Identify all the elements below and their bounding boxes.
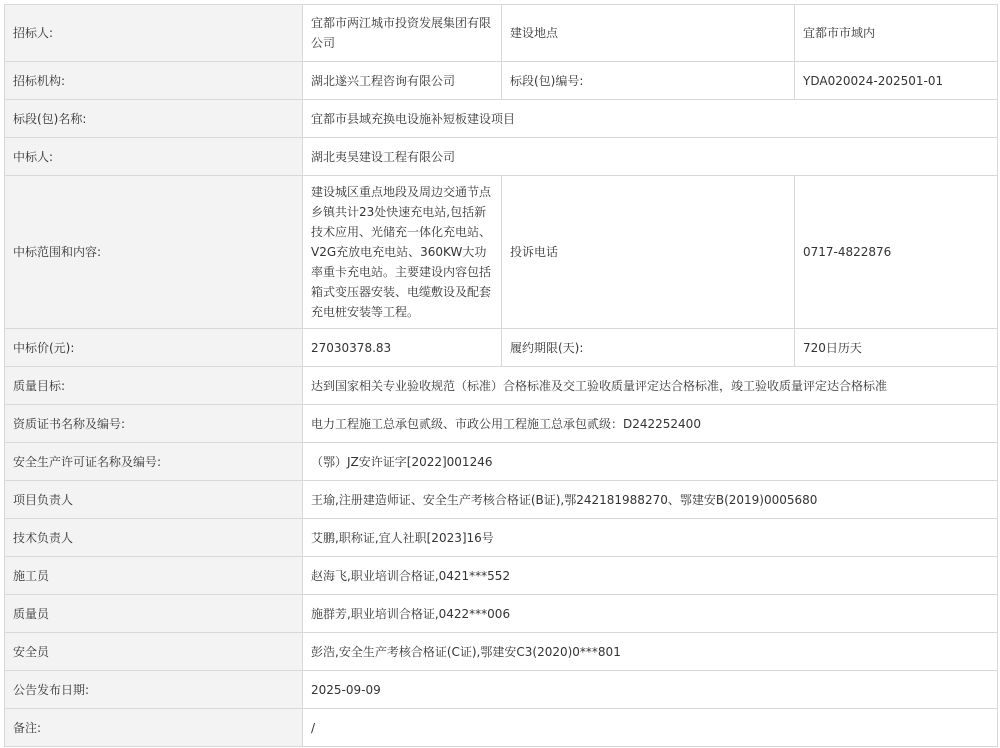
safety-license-label: 安全生产许可证名称及编号: bbox=[5, 443, 303, 481]
qualification-label: 资质证书名称及编号: bbox=[5, 405, 303, 443]
scope-value: 建设城区重点地段及周边交通节点乡镇共计23处快速充电站,包括新技术应用、光储充一体化充电站、V2G充放电充电站、360KW大功率重卡充电站。主要建设内容包括箱式变压器安装、电缆敷设及配套充电桩安装等工程。 bbox=[303, 176, 502, 329]
project-manager-value: 王瑜,注册建造师证、安全生产考核合格证(B证),鄂242181988270、鄂建安B(2019)0005680 bbox=[303, 481, 998, 519]
agency-value: 湖北遂兴工程咨询有限公司 bbox=[303, 62, 502, 100]
remarks-label: 备注: bbox=[5, 709, 303, 747]
project-manager-label: 项目负责人 bbox=[5, 481, 303, 519]
table-row bbox=[5, 100, 998, 138]
table-row bbox=[5, 138, 998, 176]
table-row bbox=[5, 595, 998, 633]
tech-lead-value: 艾鹏,职称证,宜人社职[2023]16号 bbox=[303, 519, 998, 557]
constructor-label: 施工员 bbox=[5, 557, 303, 595]
safety-officer-label: 安全员 bbox=[5, 633, 303, 671]
table-row bbox=[5, 557, 998, 595]
safety-license-value: （鄂）JZ安许证字[2022]001246 bbox=[303, 443, 998, 481]
table-row bbox=[5, 367, 998, 405]
table-row bbox=[5, 329, 998, 367]
section-name-value: 宜都市县域充换电设施补短板建设项目 bbox=[303, 100, 998, 138]
table-row bbox=[5, 443, 998, 481]
tech-lead-label: 技术负责人 bbox=[5, 519, 303, 557]
duration-label: 履约期限(天): bbox=[502, 329, 795, 367]
table-row bbox=[5, 5, 998, 62]
tenderer-label: 招标人: bbox=[5, 5, 303, 62]
section-code-value: YDA020024-202501-01 bbox=[795, 62, 998, 100]
agency-label: 招标机构: bbox=[5, 62, 303, 100]
complaint-phone-label: 投诉电话 bbox=[502, 176, 795, 329]
quality-officer-value: 施群芳,职业培训合格证,0422***006 bbox=[303, 595, 998, 633]
bid-result-table bbox=[4, 4, 998, 747]
price-value: 27030378.83 bbox=[303, 329, 502, 367]
table-row bbox=[5, 176, 998, 329]
constructor-value: 赵海飞,职业培训合格证,0421***552 bbox=[303, 557, 998, 595]
location-label: 建设地点 bbox=[502, 5, 795, 62]
publish-date-value: 2025-09-09 bbox=[303, 671, 998, 709]
remarks-value: / bbox=[303, 709, 998, 747]
publish-date-label: 公告发布日期: bbox=[5, 671, 303, 709]
tenderer-value: 宜都市两江城市投资发展集团有限公司 bbox=[303, 5, 502, 62]
complaint-phone-value: 0717-4822876 bbox=[795, 176, 998, 329]
scope-label: 中标范围和内容: bbox=[5, 176, 303, 329]
quality-value: 达到国家相关专业验收规范（标准）合格标准及交工验收质量评定达合格标准，竣工验收质量评定达合格标准 bbox=[303, 367, 998, 405]
table-row bbox=[5, 62, 998, 100]
table-row bbox=[5, 709, 998, 747]
table-row bbox=[5, 633, 998, 671]
section-name-label: 标段(包)名称: bbox=[5, 100, 303, 138]
location-value: 宜都市市域内 bbox=[795, 5, 998, 62]
safety-officer-value: 彭浩,安全生产考核合格证(C证),鄂建安C3(2020)0***801 bbox=[303, 633, 998, 671]
price-label: 中标价(元): bbox=[5, 329, 303, 367]
table-row bbox=[5, 405, 998, 443]
winner-label: 中标人: bbox=[5, 138, 303, 176]
quality-officer-label: 质量员 bbox=[5, 595, 303, 633]
qualification-value: 电力工程施工总承包贰级、市政公用工程施工总承包贰级：D242252400 bbox=[303, 405, 998, 443]
table-row bbox=[5, 481, 998, 519]
quality-label: 质量目标: bbox=[5, 367, 303, 405]
table-row bbox=[5, 519, 998, 557]
table-row bbox=[5, 671, 998, 709]
duration-value: 720日历天 bbox=[795, 329, 998, 367]
section-code-label: 标段(包)编号: bbox=[502, 62, 795, 100]
winner-value: 湖北夷昊建设工程有限公司 bbox=[303, 138, 998, 176]
